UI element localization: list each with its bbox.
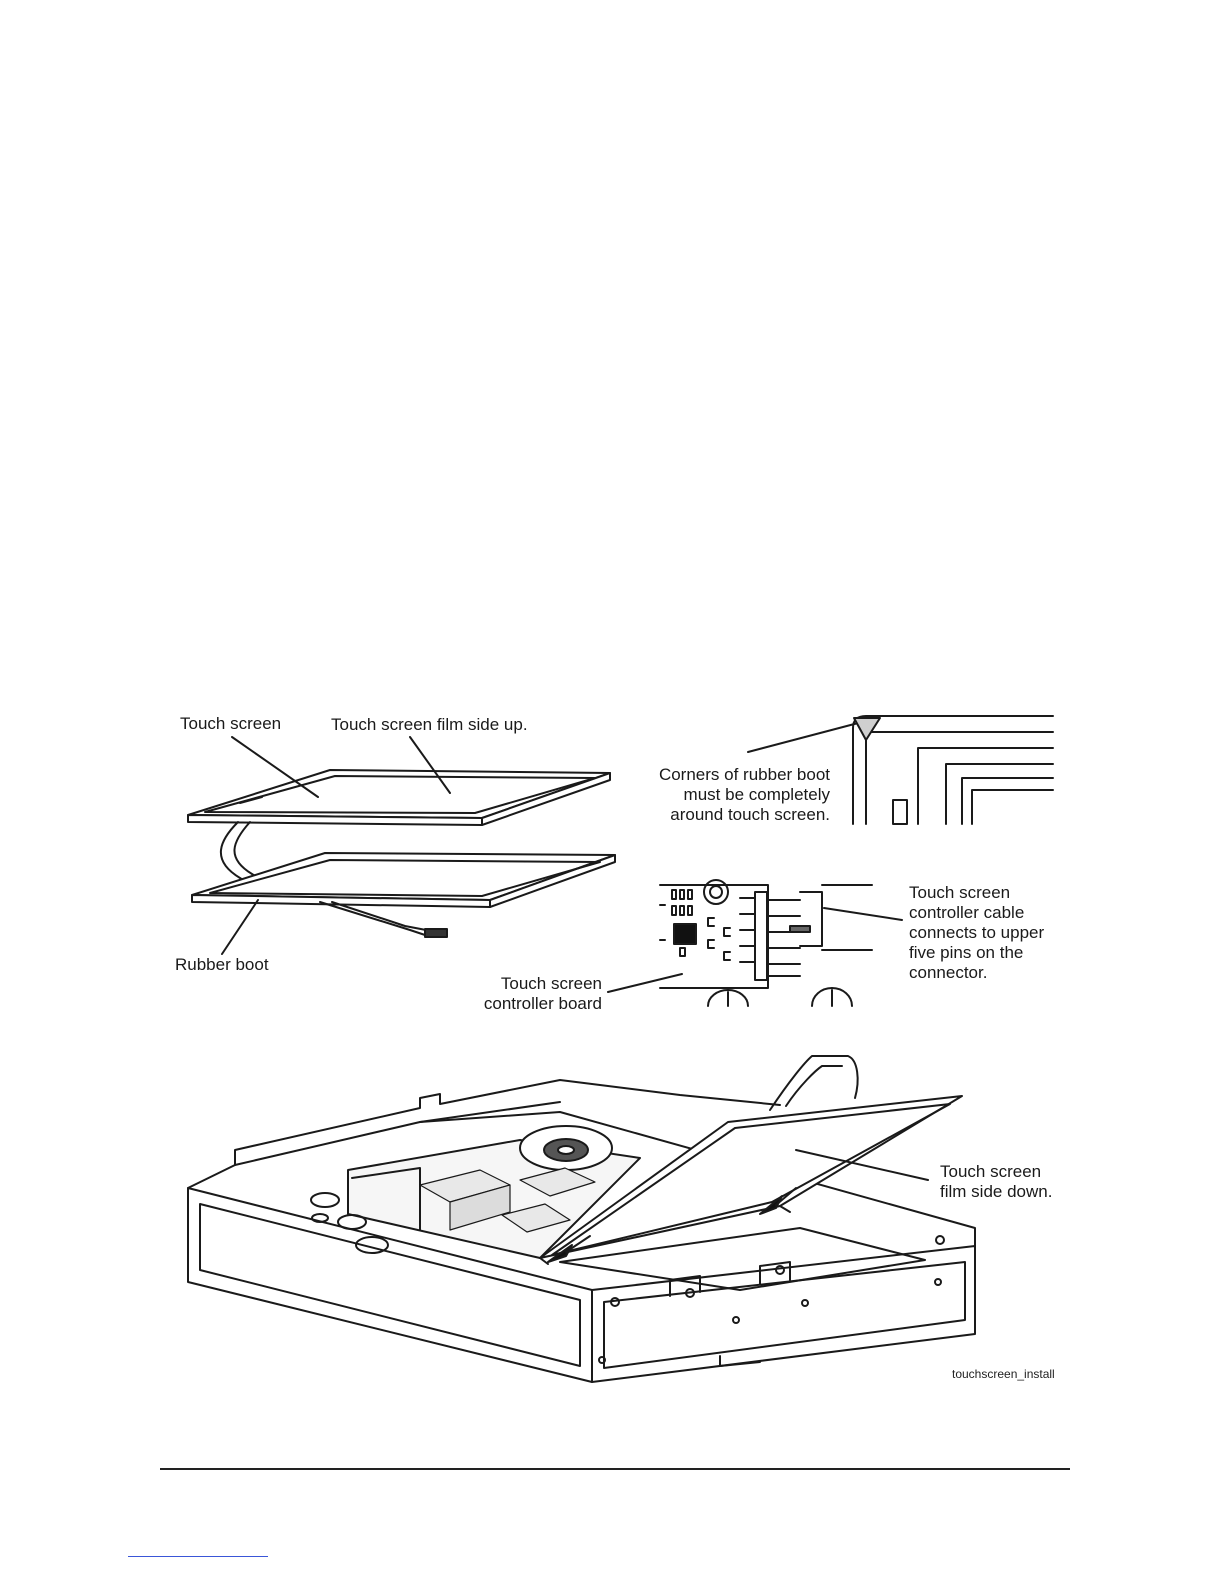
footer-link-underline[interactable] <box>128 1556 268 1557</box>
label-film-down-line1: Touch screen <box>940 1162 1042 1181</box>
rubber-boot-corner-detail <box>853 716 1053 824</box>
label-cable-line4: five pins on the <box>909 943 1024 962</box>
label-rubber-boot: Rubber boot <box>175 955 269 974</box>
rubber-boot <box>192 853 615 937</box>
instrument-chassis <box>188 1056 975 1382</box>
touch-screen-panel <box>188 770 610 825</box>
label-cable-line1: Touch screen <box>909 883 1011 902</box>
label-corners-line2: must be completely <box>683 785 830 804</box>
controller-board-detail <box>660 880 872 1006</box>
label-board-line1: Touch screen <box>500 974 602 993</box>
figure-id-caption: touchscreen_install <box>952 1367 1055 1381</box>
label-film-down-line2: film side down. <box>940 1182 1053 1201</box>
label-touch-screen: Touch screen <box>180 714 282 733</box>
label-corners-line1: Corners of rubber boot <box>658 765 830 784</box>
label-film-side-up: Touch screen film side up. <box>331 715 528 734</box>
label-corners-line3: around touch screen. <box>670 805 830 824</box>
label-cable-line2: controller cable <box>909 903 1025 922</box>
label-cable-line5: connector. <box>909 963 988 982</box>
label-cable-line3: connects to upper <box>909 923 1045 942</box>
footer-rule <box>160 1468 1070 1470</box>
label-board-line2: controller board <box>483 994 602 1013</box>
